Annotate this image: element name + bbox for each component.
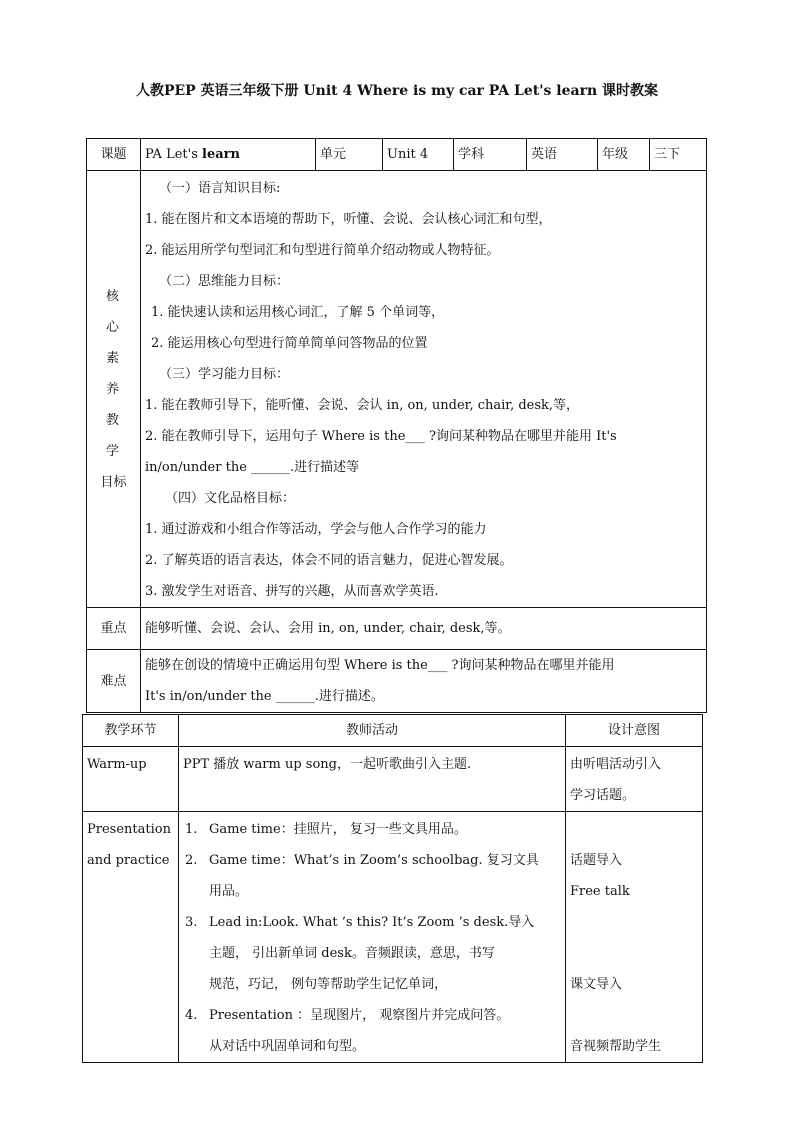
warm-up-activity: PPT 播放 warm up song，一起听歌曲引入主题. xyxy=(179,747,566,812)
header-design-intent: 设计意图 xyxy=(566,715,703,747)
grade-value: 三下 xyxy=(650,139,707,171)
lesson-info-table xyxy=(86,138,707,713)
page-title: 人教PEP 英语三年级下册 Unit 4 Where is my car PA Let's learn 课时教案 xyxy=(135,83,659,99)
objective-line: 1. 能在图片和文本语境的帮助下，听懂、会说、会认核心词汇和句型， xyxy=(145,212,552,227)
topic-value: PA Let's learn xyxy=(141,139,316,171)
objective-heading-1: （一）语言知识目标: xyxy=(159,181,281,196)
stage-warm-up: Warm-up xyxy=(83,747,179,812)
key-points-content: 能够听懂、会说、会认、会用 in, on, under, chair, desk,等。 xyxy=(141,608,707,650)
activity-item: 4. Presentation ：呈现图片， 观察图片并完成问答。 从对话中巩固单词和句型。 xyxy=(185,1008,510,1054)
activity-item: 2. Game time：What’s in Zoom’s schoolbag. 复习文具 用品。 xyxy=(185,853,539,899)
grade-label: 年级 xyxy=(598,139,650,171)
objective-line: in/on/under the ______.进行描述等 xyxy=(145,460,360,475)
unit-label: 单元 xyxy=(316,139,383,171)
objective-line: 1. 通过游戏和小组合作等活动，学会与他人合作学习的能力 xyxy=(145,522,487,537)
header-teacher-activity: 教师活动 xyxy=(179,715,566,747)
objective-line: 2. 能运用所学句型词汇和句型进行简单介绍动物或人物特征。 xyxy=(145,243,500,258)
subject-label: 学科 xyxy=(454,139,527,171)
objective-line: 2. 能在教师引导下，运用句子 Where is the___ ?询问某种物品在哪里并能用 It's xyxy=(145,429,617,444)
header-stage: 教学环节 xyxy=(83,715,179,747)
objective-heading-4: （四）文化品格目标： xyxy=(165,491,296,506)
teaching-process-table xyxy=(82,714,703,1063)
activity-item: 3. Lead in:Look. What ’s this? It’s Zoom ’s desk.导入 主题， 引出新单词 desk。音频跟读，意思，书写 规范，巧记， 例句等帮助学生记忆单词， xyxy=(185,915,535,992)
core-objectives-content xyxy=(141,171,707,608)
difficult-points-label: 难点 xyxy=(87,650,141,713)
activity-item: 1. Game time：挂照片， 复习一些文具用品。 xyxy=(185,822,467,837)
unit-value: Unit 4 xyxy=(383,139,454,171)
activity-list xyxy=(179,814,565,1062)
warm-up-intent: 由听唱活动引入 学习话题。 xyxy=(566,747,703,812)
presentation-activities xyxy=(179,812,566,1063)
key-points-label: 重点 xyxy=(87,608,141,650)
objective-line: 2. 了解英语的语言表达，体会不同的语言魅力，促进心智发展。 xyxy=(145,553,513,568)
topic-label: 课题 xyxy=(87,139,141,171)
objective-heading-3: （三）学习能力目标： xyxy=(159,367,290,382)
objective-line: 2. 能运用核心句型进行简单简单问答物品的位置 xyxy=(151,336,428,351)
subject-value: 英语 xyxy=(527,139,598,171)
stage-presentation: Presentation and practice xyxy=(83,812,179,1063)
objective-heading-2: （二）思维能力目标： xyxy=(159,274,290,289)
objective-line: 3. 激发学生对语音、拼写的兴趣，从而喜欢学英语. xyxy=(145,584,439,599)
core-objectives-label: 核心 素养 教学 目标 xyxy=(87,171,141,608)
objective-line: 1. 能快速认读和运用核心词汇，了解 5 个单词等， xyxy=(151,305,445,320)
presentation-intent: 话题导入 Free talk 课文导入 音视频帮助学生 xyxy=(566,812,703,1063)
objective-line: 1. 能在教师引导下，能听懂、会说、会认 in, on, under, chair, desk,等， xyxy=(145,398,580,413)
difficult-points-content: 能够在创设的情境中正确运用句型 Where is the___ ?询问某种物品在哪里并能用 It's in/on/under the ______.进行描述。 xyxy=(141,650,707,713)
